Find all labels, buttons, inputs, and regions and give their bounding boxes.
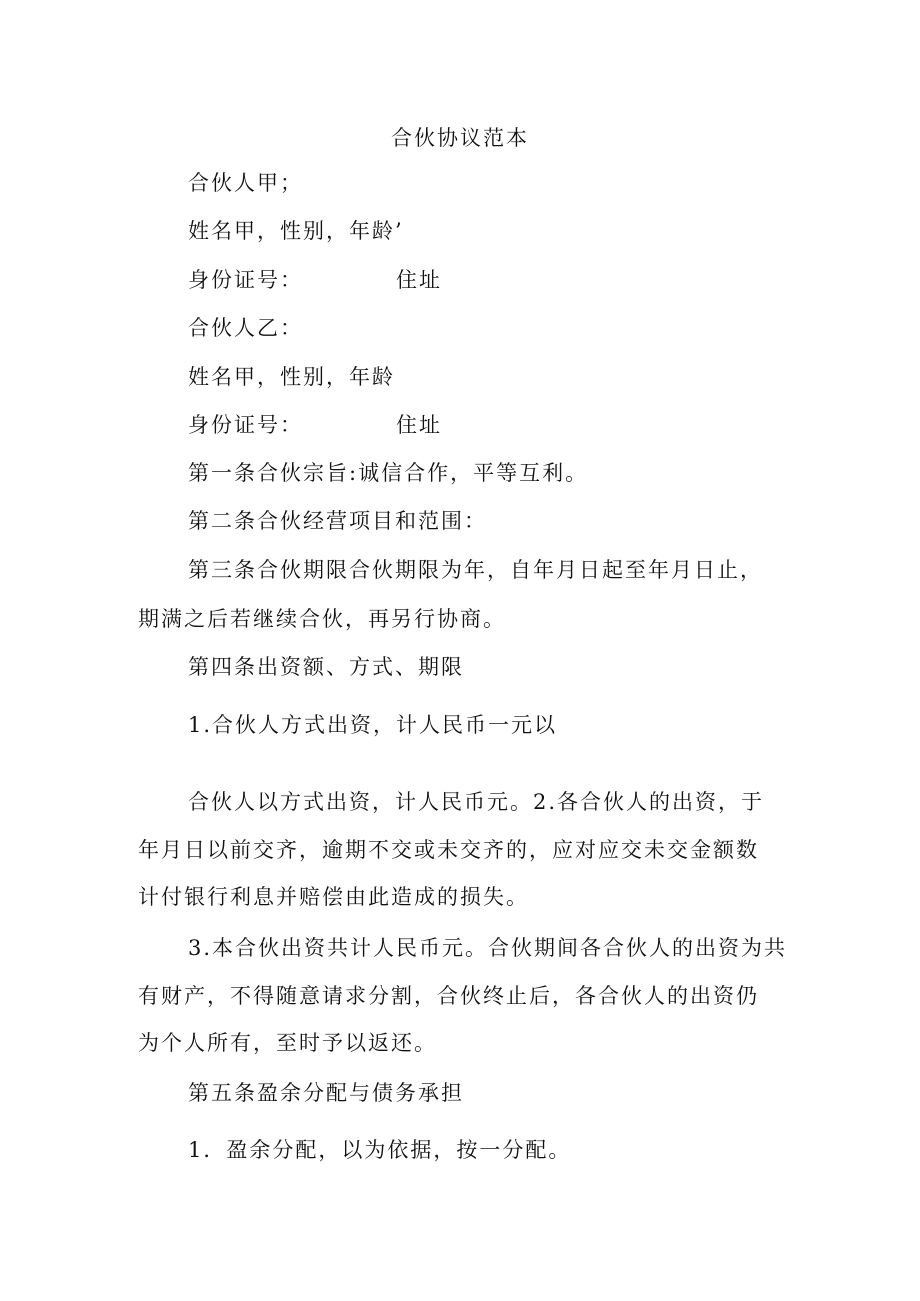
partner-b-id-label: 身份证号： — [188, 413, 303, 437]
partner-a-name-line: 姓名甲，性别，年龄’ — [188, 219, 404, 243]
partner-a-heading: 合伙人甲； — [188, 171, 303, 195]
article-4-item-3-line-2: 有财产，不得随意请求分割，合伙终止后，各合伙人的出资仍 — [138, 984, 759, 1008]
article-4-item-3-line-3: 为个人所有，至时予以返还。 — [138, 1031, 437, 1055]
document-title: 合伙协议范本 — [391, 126, 529, 150]
article-5-heading: 第五条盈余分配与债务承担 — [188, 1081, 464, 1105]
partner-b-name-line: 姓名甲，性别，年龄 — [188, 365, 395, 389]
article-3-line-2: 期满之后若继续合伙，再另行协商。 — [138, 607, 506, 631]
article-1: 第一条合伙宗旨:诚信合作，平等互利。 — [188, 461, 589, 485]
partner-a-id-label: 身份证号： — [188, 268, 303, 292]
article-4-item-3-line-1: 3.本合伙出资共计人民币元。合伙期间各合伙人的出资为共 — [188, 936, 788, 960]
partner-b-address-label: 住址 — [396, 413, 442, 437]
partner-a-address-label: 住址 — [396, 268, 442, 292]
article-4-para-line-3: 计付银行利息并赔偿由此造成的损失。 — [138, 885, 529, 909]
article-4-para-line-2: 年月日以前交齐，逾期不交或未交齐的，应对应交未交金额数 — [138, 838, 759, 862]
article-4-item-1: 1.合伙人方式出资，计人民币一元以 — [188, 713, 558, 737]
article-4-para-line-1: 合伙人以方式出资，计人民币元。2.各合伙人的出资，于 — [188, 790, 765, 814]
partner-b-heading: 合伙人乙： — [188, 316, 303, 340]
article-4-heading: 第四条出资额、方式、期限 — [188, 655, 464, 679]
article-3-line-1: 第三条合伙期限合伙期限为年，自年月日起至年月日止， — [188, 558, 763, 582]
article-2: 第二条合伙经营项目和范围： — [188, 509, 487, 533]
article-5-item-1: 1．盈余分配，以为依据，按一分配。 — [188, 1138, 572, 1162]
